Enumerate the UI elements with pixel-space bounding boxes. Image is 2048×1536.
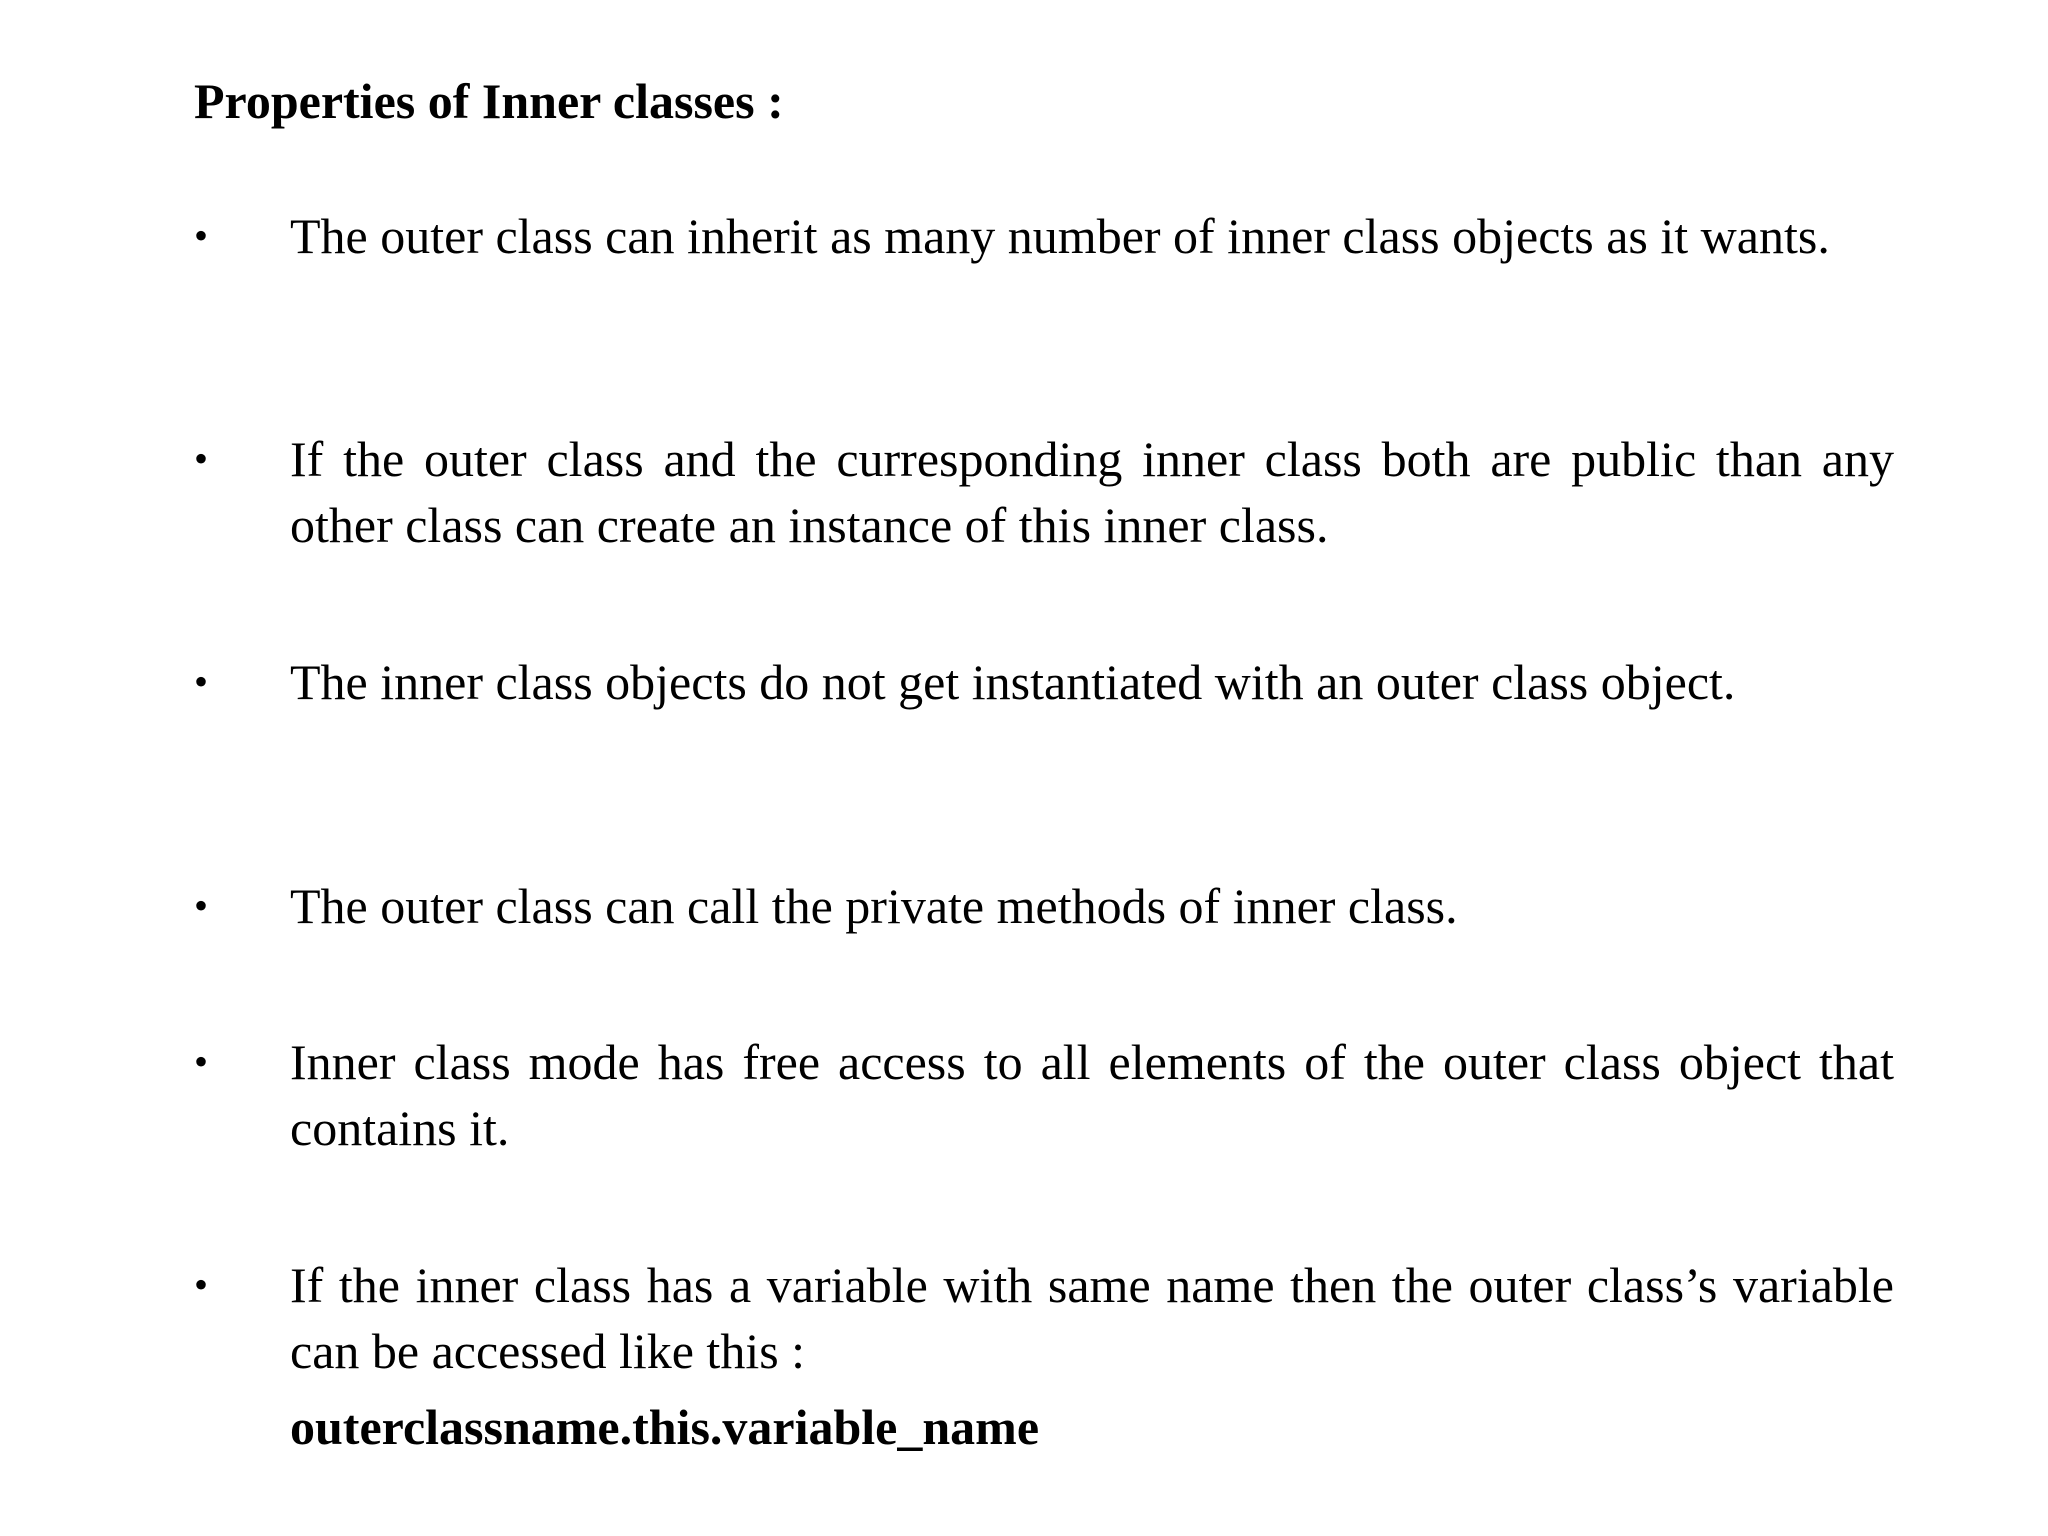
list-item-text: The outer class can inherit as many number of inner class objects as it wants.	[290, 208, 1830, 264]
list-item-text: If the inner class has a variable with same name then the outer class’s variable can be accessed like this :	[290, 1257, 1894, 1379]
bullet-icon: •	[194, 883, 209, 928]
list-item-text: If the outer class and the curresponding inner class both are public than any other class can create an instance of this inner class.	[290, 431, 1894, 553]
page-title: Properties of Inner classes :	[194, 73, 784, 129]
list-item-text: The outer class can call the private methods of inner class.	[290, 878, 1458, 934]
bullet-icon: •	[194, 436, 209, 481]
code-example: outerclassname.this.variable_name	[290, 1399, 1040, 1455]
list-item-text: Inner class mode has free access to all elements of the outer class object that contains it.	[290, 1034, 1894, 1156]
bullet-icon: •	[194, 213, 209, 258]
bullet-icon: •	[194, 1039, 209, 1084]
bullet-icon: •	[194, 659, 209, 704]
bullet-icon: •	[194, 1262, 209, 1307]
list-item-text: The inner class objects do not get instantiated with an outer class object.	[290, 654, 1736, 710]
